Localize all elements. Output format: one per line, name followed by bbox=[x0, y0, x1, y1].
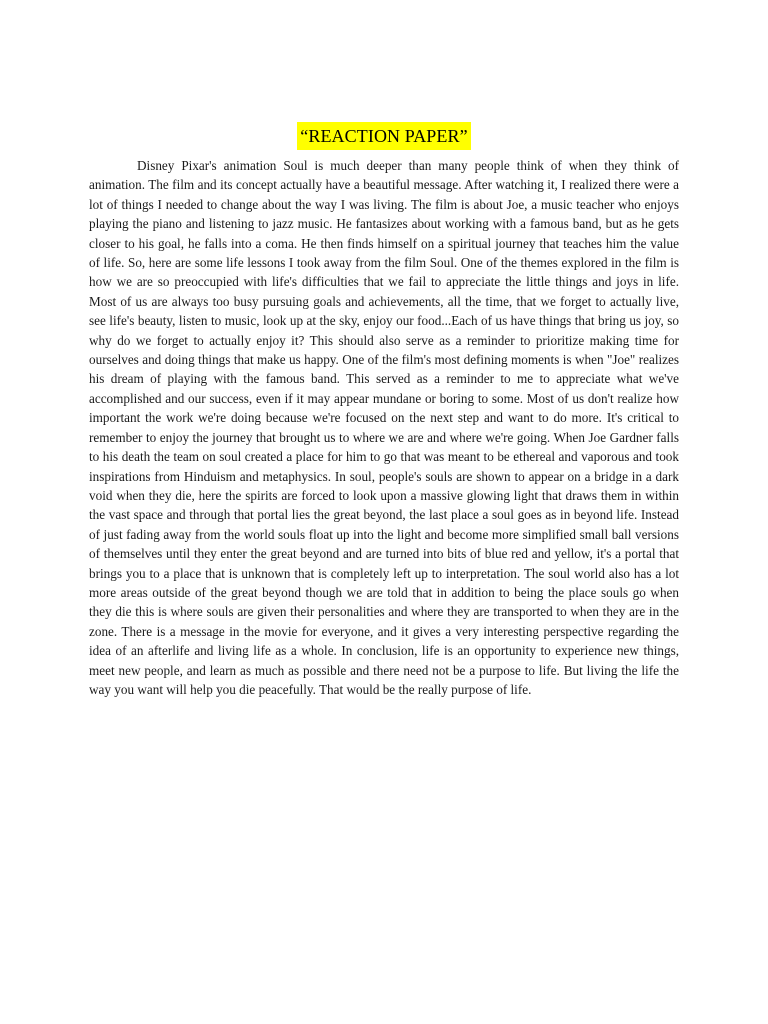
title-container bbox=[0, 122, 768, 150]
page-title: “REACTION PAPER” bbox=[297, 122, 470, 150]
body-paragraph: Disney Pixar's animation Soul is much deeper than many people think of when they think of animation. The film and its concept actually have a beautiful message. After watching it, I realized there were a lot of things I needed to change about the way I was living. The film is about Joe, a music teacher who enjoys playing the piano and listening to jazz music. He fantasizes about working with a famous band, but as he gets closer to his goal, he falls into a coma. He then finds himself on a spiritual journey that teaches him the value of life. So, here are some life lessons I took away from the film Soul. One of the themes explored in the film is how we are so preoccupied with life's difficulties that we fail to appreciate the little things and joys in life. Most of us are always too busy pursuing goals and achievements, all the time, that we forget to actually live, see life's beauty, listen to music, look up at the sky, enjoy our food...Each of us have things that bring us joy, so why do we forget to actually enjoy it? This should also serve as a reminder to prioritize making time for ourselves and doing things that make us happy. One of the film's most defining moments is when "Joe" realizes his dream of playing with the famous band. This served as a reminder to me to appreciate what we've accomplished and our success, even if it may appear mundane or boring to some. Most of us don't realize how important the work we're doing because we're focused on the next step and want to do more. It's critical to remember to enjoy the journey that brought us to where we are and where we're going. When Joe Gardner falls to his death the team on soul created a place for him to go that was meant to be ethereal and vaporous and took inspirations from Hinduism and metaphysics. In soul, people's souls are shown to appear on a bridge in a dark void when they die, here the spirits are forced to look upon a massive glowing light that draws them in within the vast space and through that portal lies the great beyond, the last place a soul goes as in beyond life. Instead of just fading away from the world souls float up into the light and become more simplified small ball versions of themselves until they enter the great beyond and are turned into bits of blue red and yellow, it's a portal that brings you to a place that is unknown that is completely left up to interpretation. The soul world also has a lot more areas outside of the great beyond though we are told that in addition to being the place souls go when they die this is where souls are given their personalities and where they are transported to when they are in the zone. There is a message in the movie for everyone, and it gives a very interesting perspective regarding the idea of an afterlife and living life as a whole. In conclusion, life is an opportunity to experience new things, meet new people, and learn as much as possible and there need not be a purpose to life. But living the life the way you want will help you die peacefully. That would be the really purpose of life. bbox=[89, 158, 679, 697]
